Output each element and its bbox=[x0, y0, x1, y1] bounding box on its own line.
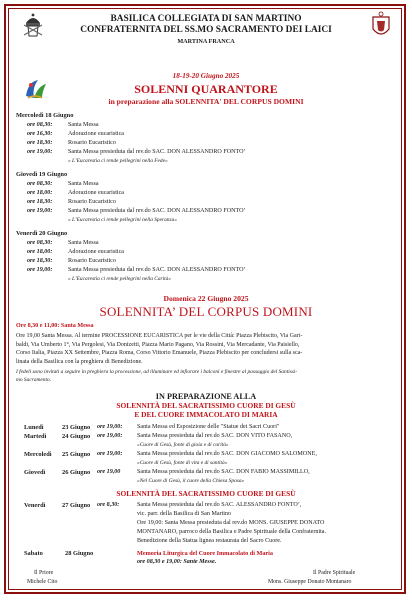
activity: Rosario Eucaristico bbox=[68, 140, 116, 146]
prep-day: Lunedì bbox=[24, 424, 44, 431]
prep-time: ore 19,00 bbox=[97, 469, 121, 475]
friday-line: Santa Messa presieduta dal rev.do SAC. ALESSANDRO FONTO’, bbox=[137, 502, 302, 508]
confraternity-title: CONFRATERNITA DEL SS.MO SACRAMENTO DEI LAICI bbox=[80, 25, 332, 35]
invite-line: mo Sacramento. bbox=[16, 376, 52, 383]
prep-day: Mercoledì bbox=[24, 451, 52, 458]
prior-name: Michele Cito bbox=[27, 579, 58, 585]
prep-text: Santa Messa presieduta dal rev.do SAC. DON GIACOMO SALOMONE, bbox=[137, 451, 317, 457]
quarantore-title: SOLENNI QUARANTORE bbox=[134, 82, 278, 96]
quarantore-subtitle: in preparazione alla SOLENNITA' DEL CORPUS DOMINI bbox=[108, 97, 304, 106]
prep-text: Santa Messa presieduta dal rev.do SAC. DON VITO FASANO, bbox=[137, 433, 293, 439]
procession-line: linata della Basilica con la preghiera di Benedizione. bbox=[16, 358, 143, 365]
day-quote: « L’Eucarestia ci rende pellegrini nella Fede» bbox=[68, 158, 168, 164]
prep-time: ore 19,00: bbox=[97, 433, 123, 439]
activity: Adorazione eucaristica bbox=[68, 131, 124, 137]
time: ore 19,00: bbox=[27, 208, 53, 214]
invite-line: I fedeli sono invitati a seguire in preghiera la processione, ad illuminare ed infiorare i balconi e finestre al passaggio del Santissi- bbox=[16, 369, 298, 375]
time: ore 18,30: bbox=[27, 258, 53, 264]
time: ore 18,30: bbox=[27, 140, 53, 146]
day-heading: Giovedì 19 Giugno bbox=[16, 171, 68, 178]
activity: Adorazione eucaristica bbox=[68, 190, 124, 196]
prep-text: Santa Messa presieduta dal rev.do SAC. DON FABIO MASSIMILLO, bbox=[137, 469, 310, 475]
procession-line: Ore 19,00 Santa Messa. Al termine PROCESSIONE EUCARISTICA per le vie della Città: Piazza Plebiscito, Via Gari- bbox=[16, 333, 303, 339]
saturday-memorial: Memoria Liturgica del Cuore Immacolato di Maria bbox=[137, 550, 273, 557]
prep-time: ore 19,00: bbox=[97, 451, 123, 457]
friday-day: Venerdì bbox=[24, 502, 46, 509]
prep-date: 25 Giugno bbox=[62, 451, 91, 458]
day-heading: Venerdì 20 Giugno bbox=[16, 230, 68, 237]
prep-date: 23 Giugno bbox=[62, 424, 91, 431]
time: ore 18,00: bbox=[27, 249, 53, 255]
day-quote: « L’Eucarestia ci rende pellegrini nella Speranza» bbox=[68, 217, 177, 223]
prep-day: Martedì bbox=[24, 433, 47, 440]
time: ore 19,00: bbox=[27, 267, 53, 273]
time: ore 18,00: bbox=[27, 190, 53, 196]
prep-quote: «Nel Cuore di Gesù, il cuore della Chiesa Sposa» bbox=[137, 478, 245, 484]
preparation-heading: IN PREPARAZIONE ALLA bbox=[155, 392, 257, 401]
preparation-title: SOLENNITÀ DEL SACRATISSIMO CUORE DI GESÙ bbox=[116, 401, 296, 410]
activity: Adorazione eucaristica bbox=[68, 249, 124, 255]
prep-date: 26 Giugno bbox=[62, 469, 91, 476]
saturday-masses: ore 08,30 e 19,00: Sante Messe. bbox=[137, 559, 217, 565]
activity: Rosario Eucaristico bbox=[68, 258, 116, 264]
saturday-date: 28 Giugno bbox=[65, 550, 94, 557]
activity: Santa Messa bbox=[68, 181, 99, 187]
time: ore 08,30: bbox=[27, 122, 53, 128]
activity: Santa Messa presieduta dal rev.do SAC. DON ALESSANDRO FONTO’ bbox=[68, 208, 246, 214]
time: ore 19,00: bbox=[27, 149, 53, 155]
activity: Santa Messa presieduta dal rev.do SAC. DON ALESSANDRO FONTO’ bbox=[68, 267, 246, 273]
basilica-title: BASILICA COLLEGIATA DI SAN MARTINO bbox=[110, 14, 302, 24]
friday-line: vic. parr. della Basilica di San Martino bbox=[137, 511, 232, 517]
prep-day: Giovedì bbox=[24, 469, 46, 476]
quarantore-dates: 18-19-20 Giugno 2025 bbox=[172, 72, 240, 80]
spiritual-father-name: Mons. Giuseppe Donato Montanaro bbox=[268, 579, 352, 585]
corpus-masses: Ore 8,30 e 11,00: Santa Messa bbox=[16, 323, 94, 329]
friday-date: 27 Giugno bbox=[62, 502, 91, 509]
corpus-title: SOLENNITA’ DEL CORPUS DOMINI bbox=[99, 304, 313, 319]
friday-time: ore 8,30: bbox=[97, 502, 120, 508]
prep-quote: «Cuore di Gesù, fonte di vita e di santità» bbox=[137, 460, 228, 466]
prep-time: ore 19,00: bbox=[97, 424, 123, 430]
prep-text: Santa Messa ed Esposizione delle "Statue dei Sacri Cuori" bbox=[137, 424, 280, 430]
sacred-heart-title: SOLENNITÀ DEL SACRATISSIMO CUORE DI GESÙ bbox=[116, 489, 296, 498]
day-heading: Mercoledì 18 Giugno bbox=[16, 112, 74, 119]
prep-quote: «Cuore di Gesù, fonte di gioia e di carità» bbox=[137, 442, 229, 448]
activity: Santa Messa bbox=[68, 122, 99, 128]
friday-line: MONTANARO, parroco della Basilica e Padre Spirituale della Confraternita. bbox=[137, 529, 327, 535]
procession-text bbox=[16, 332, 394, 366]
activity: Rosario Eucaristico bbox=[68, 199, 116, 205]
prior-role: Il Priore bbox=[34, 570, 54, 576]
time: ore 08,30: bbox=[27, 240, 53, 246]
spiritual-father-role: Il Padre Spirituale bbox=[313, 570, 356, 576]
friday-line: Benedizione della Statua lignea restaurata del Sacro Cuore. bbox=[137, 538, 282, 544]
preparation-subtitle: E DEL CUORE IMMACOLATO DI MARIA bbox=[134, 410, 278, 419]
time: ore 08,30: bbox=[27, 181, 53, 187]
activity: Santa Messa presieduta dal rev.do SAC. DON ALESSANDRO FONTO’ bbox=[68, 149, 246, 155]
time: ore 18,30: bbox=[27, 199, 53, 205]
time: ore 16,30: bbox=[27, 131, 53, 137]
procession-line: baldi, Via Umberto 1°, Via Pergolesi, Via Donizetti, Piazza Mario Pagano, Via Rossini, Via Mercadante, Via Paisiello, bbox=[16, 341, 300, 348]
procession-line: Corso Italia, Piazza XX Settembre, Piazza Roma, Corso Vittorio Emanuele, Piazza Plebiscito per concludersi sulla sca- bbox=[16, 350, 303, 357]
city-name: MARTINA FRANCA bbox=[177, 38, 235, 45]
activity: Santa Messa bbox=[68, 240, 99, 246]
day-quote: « L’Eucarestia ci rende pellegrini nella Carità» bbox=[68, 276, 172, 282]
friday-line: Ore 19,00: Santa Messa presieduta dal rev.do MONS. GIUSEPPE DONATO bbox=[137, 520, 325, 526]
invite-text bbox=[16, 369, 394, 384]
corpus-date: Domenica 22 Giugno 2025 bbox=[163, 294, 249, 303]
prep-date: 24 Giugno bbox=[62, 433, 91, 440]
saturday-day: Sabato bbox=[24, 550, 43, 557]
